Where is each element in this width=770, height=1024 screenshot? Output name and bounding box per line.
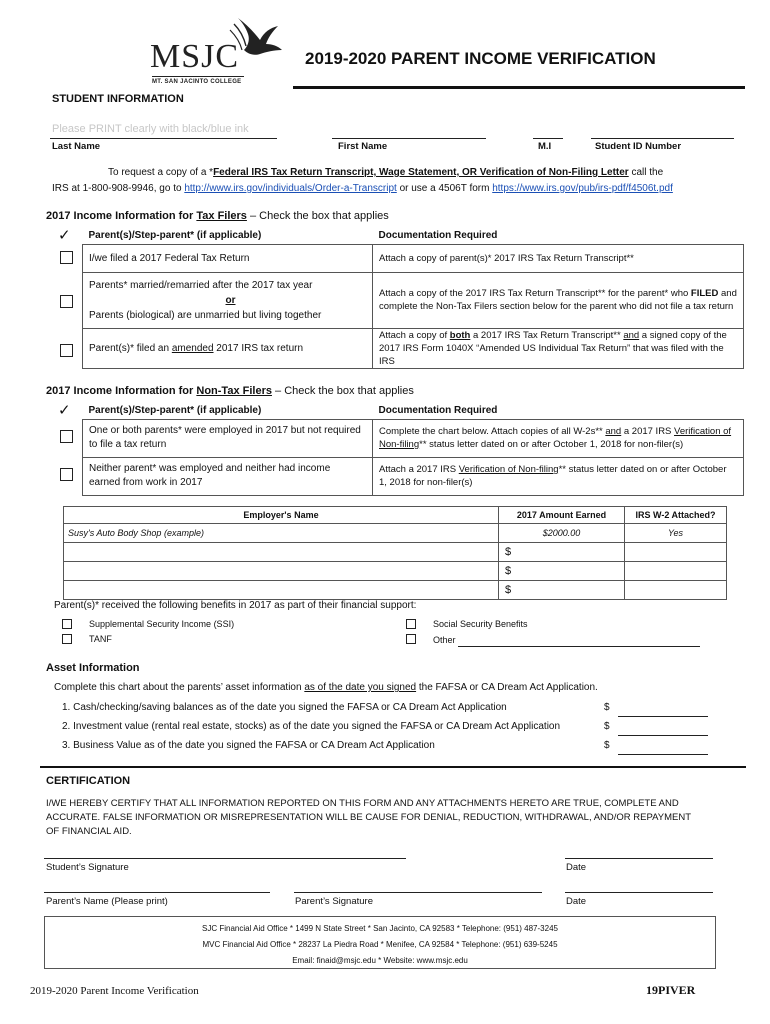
table-row[interactable] <box>64 581 727 600</box>
table-row: Parents* married/remarried after the 2017 tax year or Parents (biological) are unmarried but living together Attach a copy of the 2017 IRS Tax Return Transcript** for the parent* who FILED and complete the Non-Tax Filers section below for the parent who did not file a tax return <box>83 272 744 328</box>
tax-amended-checkbox[interactable] <box>60 344 73 357</box>
tax-filers-heading: 2017 Income Information for Tax Filers – Check the box that applies <box>46 210 389 222</box>
asset-item-3: 3. Business Value as of the date you signed the FAFSA or CA Dream Act Application <box>62 740 435 751</box>
irs-transcript-link[interactable]: http://www.irs.gov/individuals/Order-a-Transcript <box>184 183 397 194</box>
tax-filers-table <box>82 228 744 369</box>
student-date-field[interactable] <box>565 858 713 859</box>
first-name-label: First Name <box>338 141 388 152</box>
student-signature-label: Student’s Signature <box>46 862 129 873</box>
amount-earned-header: 2017 Amount Earned <box>499 507 625 524</box>
asset-dollar: $ <box>604 740 610 751</box>
w2-cell[interactable] <box>625 562 727 581</box>
checkmark-icon: ✓ <box>58 227 71 244</box>
table-row: Parent(s)* filed an amended 2017 IRS tax return Attach a copy of both a 2017 IRS Tax Return Transcript** and a signed copy of the 2017 IRS Form 1040X “Amended US Individual Tax Return” that was filed with the IRS <box>83 328 744 368</box>
contact-info: Email: finaid@msjc.edu * Website: www.msjc.edu <box>292 956 468 965</box>
last-name-label: Last Name <box>52 141 101 152</box>
asset-item-2: 2. Investment value (rental real estate, stocks) as of the date you signed the FAFSA or CA Dream Act Application <box>62 721 561 732</box>
date-label: Date <box>566 862 587 873</box>
parent-name-label: Parent’s Name (Please print) <box>46 896 168 907</box>
nontax-col2-header: Documentation Required <box>373 403 744 419</box>
employer-name-cell[interactable] <box>64 581 499 600</box>
employer-name-cell[interactable] <box>64 543 499 562</box>
student-info-heading: STUDENT INFORMATION <box>52 93 184 105</box>
table-row: Susy's Auto Body Shop (example) $2000.00 Yes <box>64 524 727 543</box>
request-line-1: To request a copy of a *Federal IRS Tax Return Transcript, Wage Statement, OR Verification of Non-Filing Letter call the <box>108 167 664 178</box>
certification-text: I/WE HEREBY CERTIFY THAT ALL INFORMATION REPORTED ON THIS FORM AND ANY ATTACHMENTS HERETO ARE TRUE, COMPLETE AND ACCURATE. FALSE INFORMATION OR MISREPRESENTATION WILL BE CAUSE FOR DENIAL, REDUCTION, WITHDRAWAL, AND/OR REPAYMENT OF FINANCIAL AID. <box>46 798 691 837</box>
amount-cell[interactable]: $ <box>499 581 625 600</box>
asset-dollar: $ <box>604 702 610 713</box>
amount-cell[interactable]: $ <box>499 543 625 562</box>
table-row: I/we filed a 2017 Federal Tax Return Attach a copy of parent(s)* 2017 IRS Tax Return Transcript** <box>83 244 744 272</box>
student-id-field[interactable] <box>591 138 734 139</box>
ssi-checkbox[interactable] <box>62 619 72 629</box>
parent-signature-field[interactable] <box>294 892 542 893</box>
sjc-office: SJC Financial Aid Office * 1499 N State Street * San Jacinto, CA 92583 * Telephone: (951) 487-3245 <box>202 924 558 933</box>
benefits-intro: Parent(s)* received the following benefits in 2017 as part of their financial support: <box>54 600 417 611</box>
student-id-label: Student ID Number <box>595 141 682 152</box>
header-rule <box>293 86 745 89</box>
office-info-box <box>44 916 716 969</box>
certification-rule <box>40 766 746 768</box>
logo <box>150 10 290 88</box>
page-title: 2019-2020 PARENT INCOME VERIFICATION <box>305 49 656 68</box>
ssb-checkbox[interactable] <box>406 619 416 629</box>
date-label: Date <box>566 896 587 907</box>
w2-attached-header: IRS W-2 Attached? <box>625 507 727 524</box>
non-tax-filers-heading: 2017 Income Information for Non-Tax Filers – Check the box that applies <box>46 385 414 397</box>
parent-name-field[interactable] <box>44 892 270 893</box>
logo-subtitle: MT. SAN JACINTO COLLEGE <box>152 76 244 85</box>
table-row: One or both parents* were employed in 2017 but not required to file a tax return Complete the chart below. Attach copies of all W-2s** and a 2017 IRS Verification of Non-filing** status letter dated on or after October 1, 2018 for non-filer(s) <box>83 419 744 457</box>
nontax-col1-header: Parent(s)/Step-parent* (if applicable) <box>83 403 373 419</box>
amount-cell[interactable]: $ <box>499 562 625 581</box>
business-field[interactable] <box>618 754 708 755</box>
non-tax-filers-table <box>82 403 744 496</box>
ssi-label: Supplemental Security Income (SSI) <box>89 619 235 629</box>
table-row[interactable] <box>64 543 727 562</box>
asset-heading: Asset Information <box>46 662 140 674</box>
certification-heading: CERTIFICATION <box>46 775 131 787</box>
parent-date-field[interactable] <box>565 892 713 893</box>
ssb-label: Social Security Benefits <box>433 619 528 629</box>
last-name-field[interactable] <box>50 138 277 139</box>
footer-left: 2019-2020 Parent Income Verification <box>30 985 199 997</box>
asset-item-1: 1. Cash/checking/saving balances as of the date you signed the FAFSA or CA Dream Act Application <box>62 702 507 713</box>
employer-name-cell[interactable] <box>64 562 499 581</box>
w2-cell[interactable] <box>625 543 727 562</box>
logo-text: MSJC <box>150 38 240 75</box>
tax-col1-header: Parent(s)/Step-parent* (if applicable) <box>83 228 373 244</box>
mi-field[interactable] <box>533 138 563 139</box>
tax-col2-header: Documentation Required <box>373 228 744 244</box>
nontax-employed-checkbox[interactable] <box>60 430 73 443</box>
tanf-checkbox[interactable] <box>62 634 72 644</box>
mvc-office: MVC Financial Aid Office * 28237 La Piedra Road * Menifee, CA 92584 * Telephone: (951) 639-5245 <box>202 940 558 949</box>
tax-married-checkbox[interactable] <box>60 295 73 308</box>
tax-filed-checkbox[interactable] <box>60 251 73 264</box>
mi-label: M.I <box>538 141 552 152</box>
w2-cell[interactable] <box>625 581 727 600</box>
checkmark-icon: ✓ <box>58 402 71 419</box>
table-row: Neither parent* was employed and neither had income earned from work in 2017 Attach a 2017 IRS Verification of Non-filing** status letter dated on or after October 1, 2018 for non-filer(s) <box>83 457 744 495</box>
asset-dollar: $ <box>604 721 610 732</box>
student-signature-field[interactable] <box>44 858 406 859</box>
other-field[interactable] <box>458 646 700 647</box>
first-name-field[interactable] <box>332 138 486 139</box>
employer-name-header: Employer's Name <box>64 507 499 524</box>
other-label: Other <box>433 635 456 645</box>
footer-code: 19PIVER <box>646 983 696 997</box>
asset-intro: Complete this chart about the parents’ asset information as of the date you signed the FAFSA or CA Dream Act Application. <box>54 682 598 693</box>
investment-field[interactable] <box>618 735 708 736</box>
employer-table <box>63 506 727 600</box>
nontax-none-checkbox[interactable] <box>60 468 73 481</box>
irs-4506t-link[interactable]: https://www.irs.gov/pub/irs-pdf/f4506t.pdf <box>492 183 673 194</box>
parent-signature-label: Parent’s Signature <box>295 896 373 907</box>
student-info-placeholder: Please PRINT clearly with black/blue ink <box>52 123 249 135</box>
tanf-label: TANF <box>89 634 112 644</box>
cash-field[interactable] <box>618 716 708 717</box>
request-line-2: IRS at 1-800-908-9946, go to http://www.irs.gov/individuals/Order-a-Transcript or use a 4506T form https://www.irs.gov/pub/irs-pdf/f4506t.pdf <box>52 183 673 194</box>
table-row[interactable] <box>64 562 727 581</box>
other-checkbox[interactable] <box>406 634 416 644</box>
